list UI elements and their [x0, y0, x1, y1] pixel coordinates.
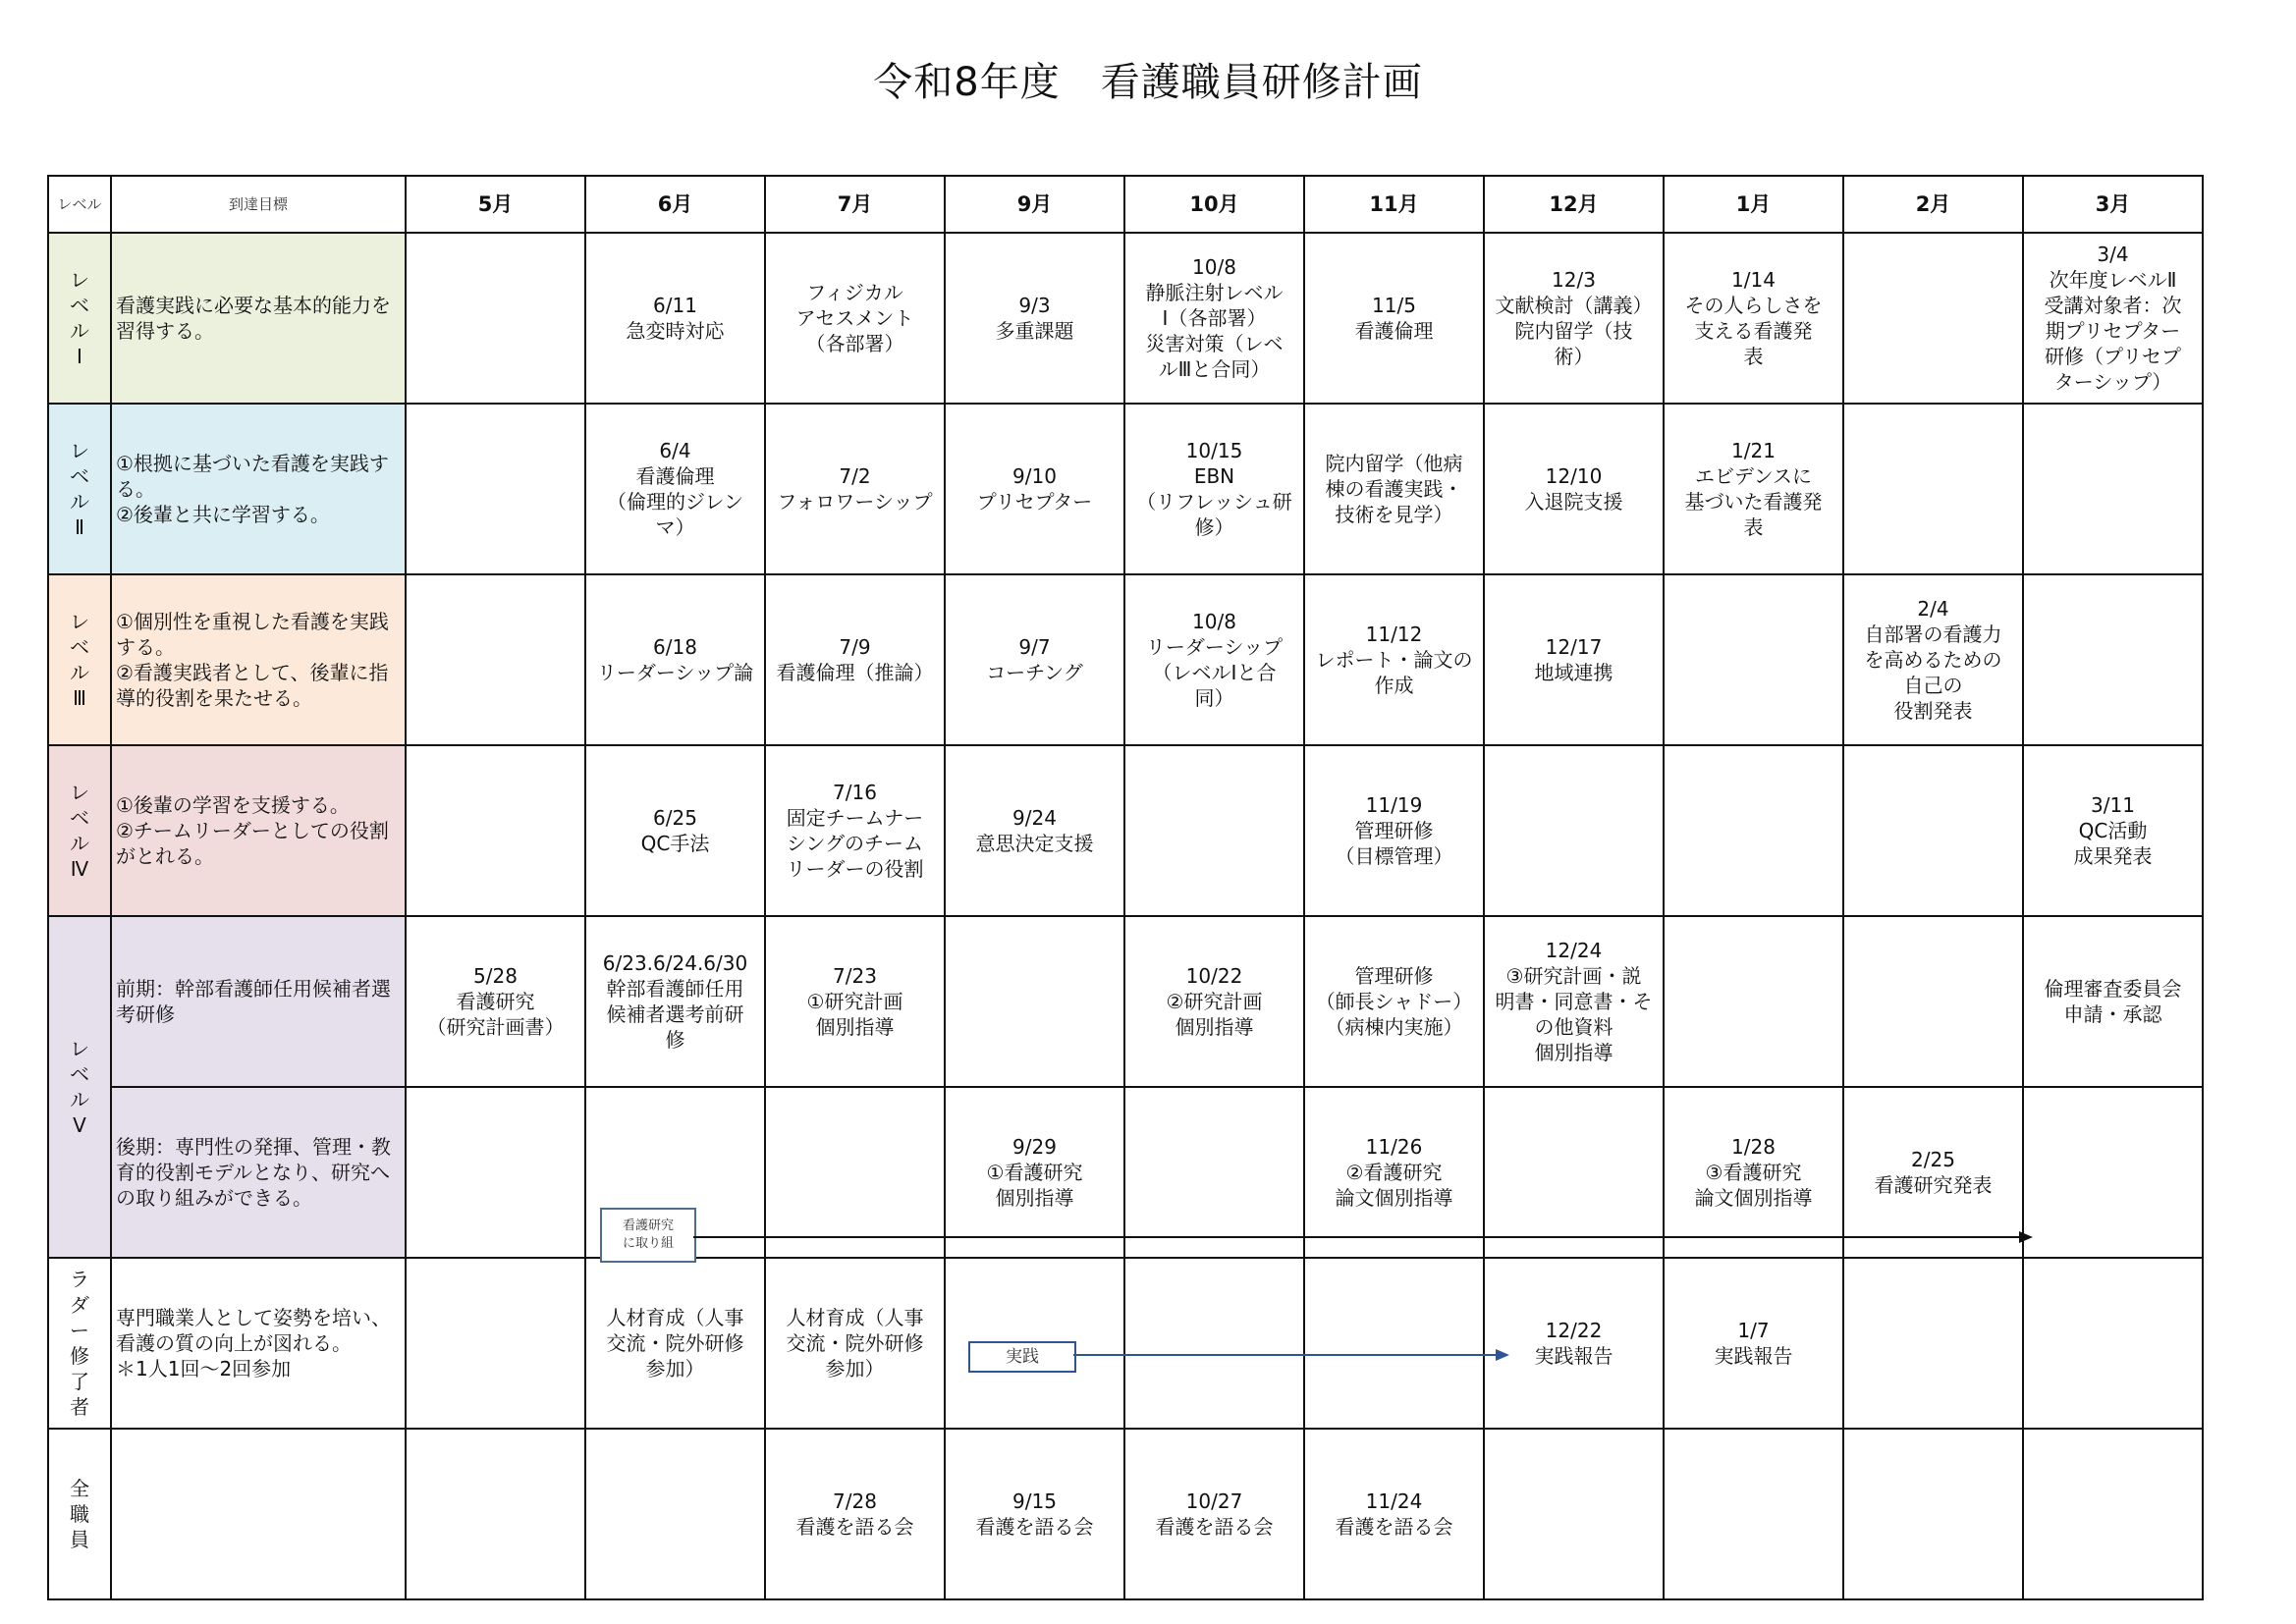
- research-note-box: 看護研究 に取り組: [600, 1208, 696, 1263]
- schedule-cell: 3/4 次年度レベルⅡ 受講対象者：次 期プリセプター 研修（プリセプ ターシップ）: [2023, 233, 2203, 404]
- header-month: 9月: [945, 176, 1124, 233]
- schedule-cell: [1843, 233, 2023, 404]
- schedule-cell: 1/28 ③看護研究 論文個別指導: [1664, 1087, 1843, 1258]
- schedule-cell: 6/18 リーダーシップ論: [585, 574, 765, 745]
- schedule-cell: 9/15 看護を語る会: [945, 1429, 1124, 1599]
- practice-arrow: [1073, 1345, 1515, 1365]
- level-char: Ⅱ: [75, 515, 84, 539]
- schedule-cell: 6/4 看護倫理 （倫理的ジレン マ）: [585, 404, 765, 574]
- level-char: ル: [70, 490, 89, 514]
- level-char: ベ: [70, 635, 89, 659]
- level-char: レ: [70, 610, 89, 633]
- schedule-cell: [1484, 1429, 1664, 1599]
- schedule-cell: 10/8 リーダーシップ （レベルⅠと合 同）: [1124, 574, 1304, 745]
- goal-cell: 看護実践に必要な基本的能力を習得する。: [111, 233, 406, 404]
- schedule-cell: [406, 574, 585, 745]
- schedule-cell: 11/5 看護倫理: [1304, 233, 1484, 404]
- header-month: 6月: [585, 176, 765, 233]
- level-label: [48, 916, 111, 1258]
- schedule-cell: 7/2 フォロワーシップ: [765, 404, 945, 574]
- schedule-cell: [406, 404, 585, 574]
- schedule-cell: [406, 1258, 585, 1429]
- schedule-cell: [406, 1429, 585, 1599]
- level-char: レ: [70, 268, 89, 292]
- header-month: 10月: [1124, 176, 1304, 233]
- schedule-cell: 2/4 自部署の看護力 を高めるための 自己の 役割発表: [1843, 574, 2023, 745]
- level-char: Ⅰ: [77, 345, 82, 368]
- level-label: [48, 404, 111, 574]
- schedule-cell: 6/11 急変時対応: [585, 233, 765, 404]
- header-row: [48, 176, 2203, 233]
- schedule-cell: 11/26 ②看護研究 論文個別指導: [1304, 1087, 1484, 1258]
- schedule-cell: フィジカル アセスメント （各部署）: [765, 233, 945, 404]
- schedule-cell: 12/22 実践報告: [1484, 1258, 1664, 1429]
- schedule-cell: 12/17 地域連携: [1484, 574, 1664, 745]
- schedule-cell: 9/29 ①看護研究 個別指導: [945, 1087, 1124, 1258]
- schedule-cell: [585, 1429, 765, 1599]
- row-l1: [48, 233, 2203, 404]
- schedule-cell: 9/7 コーチング: [945, 574, 1124, 745]
- level-char: 員: [70, 1528, 89, 1551]
- schedule-cell: 9/10 プリセプター: [945, 404, 1124, 574]
- schedule-cell: 11/19 管理研修 （目標管理）: [1304, 745, 1484, 916]
- level-label: [48, 574, 111, 745]
- schedule-cell: [2023, 1087, 2203, 1258]
- schedule-cell: [1843, 916, 2023, 1087]
- schedule-cell: 6/23.6/24.6/30 幹部看護師任用 候補者選考前研 修: [585, 916, 765, 1087]
- schedule-cell: 管理研修 （師長シャドー） （病棟内実施）: [1304, 916, 1484, 1087]
- level-char: ベ: [70, 464, 89, 488]
- level-char: ル: [70, 661, 89, 684]
- goal-cell: ①後輩の学習を支援する。 ②チームリーダーとしての役割がとれる。: [111, 745, 406, 916]
- level-char: ベ: [70, 1062, 89, 1086]
- level-label: [48, 1429, 111, 1599]
- schedule-cell: 12/10 入退院支援: [1484, 404, 1664, 574]
- level-char: レ: [70, 781, 89, 804]
- level-char: ベ: [70, 294, 89, 317]
- level-char: Ⅴ: [73, 1113, 86, 1137]
- schedule-cell: [1304, 1258, 1484, 1429]
- schedule-cell: [2023, 1258, 2203, 1429]
- schedule-cell: 倫理審査委員会 申請・承認: [2023, 916, 2203, 1087]
- header-goal: 到達目標: [111, 176, 406, 233]
- schedule-cell: 9/24 意思決定支援: [945, 745, 1124, 916]
- schedule-cell: [1484, 745, 1664, 916]
- schedule-cell: 12/24 ③研究計画・説 明書・同意書・そ の他資料 個別指導: [1484, 916, 1664, 1087]
- schedule-cell: 10/8 静脈注射レベル Ⅰ（各部署） 災害対策（レベ ルⅢと合同）: [1124, 233, 1304, 404]
- schedule-cell: [945, 916, 1124, 1087]
- schedule-cell: [1843, 1258, 2023, 1429]
- header-month: 1月: [1664, 176, 1843, 233]
- goal-cell: 専門職業人として姿勢を培い、看護の質の向上が図れる。 ＊1人1回～2回参加: [111, 1258, 406, 1429]
- schedule-cell: 7/9 看護倫理（推論）: [765, 574, 945, 745]
- schedule-cell: [406, 745, 585, 916]
- level-char: 者: [70, 1395, 89, 1419]
- schedule-cell: 院内留学（他病 棟の看護実践・ 技術を見学）: [1304, 404, 1484, 574]
- header-month: 3月: [2023, 176, 2203, 233]
- schedule-cell: [2023, 574, 2203, 745]
- goal-cell: 後期：専門性の発揮、管理・教育的役割モデルとなり、研究への取り組みができる。: [111, 1087, 406, 1258]
- row-all: [48, 1429, 2203, 1599]
- schedule-cell: [1843, 404, 2023, 574]
- row-ladder: [48, 1258, 2203, 1429]
- goal-cell: ①根拠に基づいた看護を実践する。 ②後輩と共に学習する。: [111, 404, 406, 574]
- schedule-cell: 9/3 多重課題: [945, 233, 1124, 404]
- level-char: ル: [70, 319, 89, 343]
- schedule-cell: 3/11 QC活動 成果発表: [2023, 745, 2203, 916]
- schedule-cell: 1/21 エビデンスに 基づいた看護発 表: [1664, 404, 1843, 574]
- schedule-cell: 6/25 QC手法: [585, 745, 765, 916]
- training-plan-table: [47, 175, 2204, 1600]
- level-char: ー: [70, 1319, 89, 1342]
- goal-cell: ①個別性を重視した看護を実践する。 ②看護実践者として、後輩に指導的役割を果たせる。: [111, 574, 406, 745]
- schedule-cell: 10/15 EBN （リフレッシュ研 修）: [1124, 404, 1304, 574]
- schedule-cell: [2023, 1429, 2203, 1599]
- row-l3: [48, 574, 2203, 745]
- research-arrow: [693, 1227, 2039, 1247]
- level-label: [48, 1258, 111, 1429]
- schedule-cell: [406, 233, 585, 404]
- row-l5a: [48, 916, 2203, 1087]
- level-char: 全: [70, 1477, 89, 1500]
- header-month: 11月: [1304, 176, 1484, 233]
- level-label: [48, 745, 111, 916]
- level-char: 修: [70, 1344, 89, 1368]
- schedule-cell: 7/23 ①研究計画 個別指導: [765, 916, 945, 1087]
- goal-cell: [111, 1429, 406, 1599]
- schedule-cell: 1/7 実践報告: [1664, 1258, 1843, 1429]
- schedule-cell: [406, 1087, 585, 1258]
- schedule-cell: 11/24 看護を語る会: [1304, 1429, 1484, 1599]
- schedule-cell: [1664, 916, 1843, 1087]
- schedule-cell: [1124, 745, 1304, 916]
- level-char: 職: [70, 1502, 89, 1526]
- header-month: 7月: [765, 176, 945, 233]
- schedule-cell: 人材育成（人事 交流・院外研修 参加）: [765, 1258, 945, 1429]
- level-label: [48, 233, 111, 404]
- header-level: レベル: [48, 176, 111, 233]
- schedule-cell: 人材育成（人事 交流・院外研修 参加）: [585, 1258, 765, 1429]
- schedule-cell: 10/27 看護を語る会: [1124, 1429, 1304, 1599]
- schedule-cell: [1843, 745, 2023, 916]
- level-char: レ: [70, 1037, 89, 1060]
- header-month: 12月: [1484, 176, 1664, 233]
- row-l4: [48, 745, 2203, 916]
- schedule-cell: 2/25 看護研究発表: [1843, 1087, 2023, 1258]
- schedule-cell: 12/3 文献検討（講義） 院内留学（技 術）: [1484, 233, 1664, 404]
- level-char: ベ: [70, 806, 89, 830]
- level-char: ル: [70, 832, 89, 855]
- schedule-cell: [1664, 1429, 1843, 1599]
- schedule-cell: 11/12 レポート・論文の 作成: [1304, 574, 1484, 745]
- schedule-cell: 10/22 ②研究計画 個別指導: [1124, 916, 1304, 1087]
- goal-cell: 前期：幹部看護師任用候補者選考研修: [111, 916, 406, 1087]
- page-title: 令和8年度 看護職員研修計画: [873, 60, 1423, 105]
- level-char: ル: [70, 1088, 89, 1111]
- schedule-cell: 1/14 その人らしさを 支える看護発 表: [1664, 233, 1843, 404]
- level-char: Ⅳ: [70, 857, 89, 881]
- header-month: 5月: [406, 176, 585, 233]
- level-char: 了: [70, 1370, 89, 1393]
- schedule-cell: [1124, 1258, 1304, 1429]
- schedule-cell: [1843, 1429, 2023, 1599]
- header-month: 2月: [1843, 176, 2023, 233]
- schedule-cell: [1664, 574, 1843, 745]
- level-char: Ⅲ: [73, 686, 86, 710]
- level-char: レ: [70, 439, 89, 462]
- row-l2: [48, 404, 2203, 574]
- practice-box: 実践: [968, 1341, 1076, 1373]
- schedule-cell: [1664, 745, 1843, 916]
- level-char: ラ: [70, 1268, 89, 1291]
- schedule-cell: [2023, 404, 2203, 574]
- schedule-cell: 7/16 固定チームナー シングのチーム リーダーの役割: [765, 745, 945, 916]
- schedule-cell: 7/28 看護を語る会: [765, 1429, 945, 1599]
- level-char: ダ: [70, 1293, 89, 1317]
- schedule-cell: 5/28 看護研究 （研究計画書）: [406, 916, 585, 1087]
